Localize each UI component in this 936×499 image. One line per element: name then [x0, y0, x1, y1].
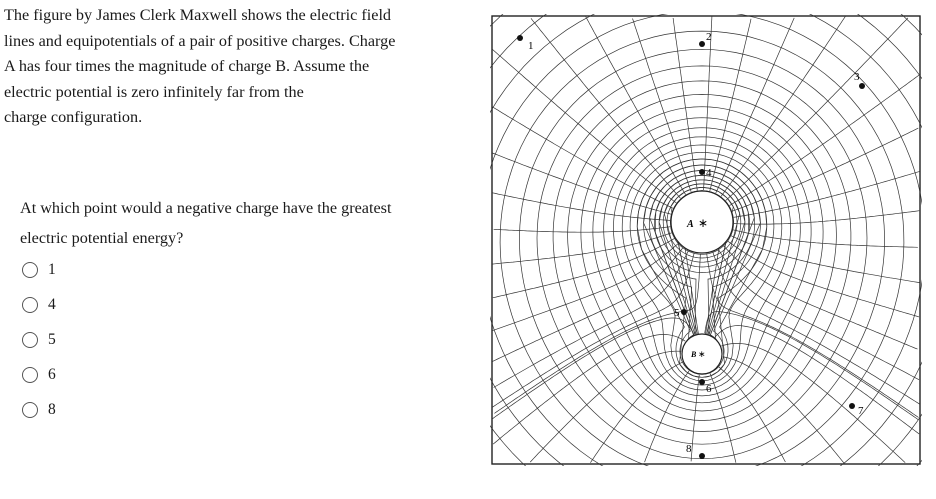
option-5[interactable]	[22, 322, 56, 357]
option-label: 1	[48, 260, 56, 278]
charge-a-marker: ∗	[698, 216, 709, 230]
option-8[interactable]	[22, 392, 56, 427]
intro-line: A has four times the magnitude of charge B. Assume the	[4, 57, 370, 76]
question-text	[20, 193, 450, 253]
option-1[interactable]	[22, 252, 56, 287]
charge-b-marker: ∗	[698, 350, 706, 360]
radio-button[interactable]	[22, 402, 38, 418]
intro-line: electric potential is zero infinitely far from the	[4, 82, 304, 101]
point-marker	[681, 309, 687, 315]
option-label: 5	[48, 330, 56, 348]
field-line-figure	[490, 14, 922, 466]
point-label: 6	[706, 383, 712, 395]
point-marker	[699, 169, 705, 175]
point-marker	[849, 403, 855, 409]
problem-statement	[4, 3, 454, 131]
question-line: At which point would a negative charge have the greatest	[20, 199, 392, 217]
point-label: 1	[528, 40, 534, 52]
point-label: 2	[706, 31, 712, 43]
option-6[interactable]	[22, 357, 56, 392]
option-4[interactable]	[22, 287, 56, 322]
answer-options	[22, 252, 56, 427]
point-marker	[699, 41, 705, 47]
option-label: 6	[48, 365, 56, 383]
intro-line: charge configuration.	[4, 108, 143, 127]
point-label: 3	[854, 71, 860, 83]
point-label: 7	[858, 405, 864, 417]
point-marker	[699, 453, 705, 459]
point-label: 8	[686, 443, 692, 455]
field-line-diagram	[490, 14, 922, 466]
charge-a-label: A	[687, 219, 694, 230]
radio-button[interactable]	[22, 262, 38, 278]
point-marker	[517, 35, 523, 41]
intro-line: lines and equipotentials of a pair of positive charges. Charge	[4, 31, 396, 50]
option-label: 4	[48, 295, 56, 313]
point-marker	[699, 379, 705, 385]
radio-button[interactable]	[22, 367, 38, 383]
radio-button[interactable]	[22, 297, 38, 313]
option-label: 8	[48, 400, 56, 418]
question-line: electric potential energy?	[20, 229, 184, 247]
point-label: 4	[706, 167, 712, 179]
point-label: 5	[674, 307, 680, 319]
point-marker	[859, 83, 865, 89]
intro-line: The figure by James Clerk Maxwell shows the electric field	[4, 6, 392, 24]
charge-b-label: B	[691, 350, 697, 359]
radio-button[interactable]	[22, 332, 38, 348]
